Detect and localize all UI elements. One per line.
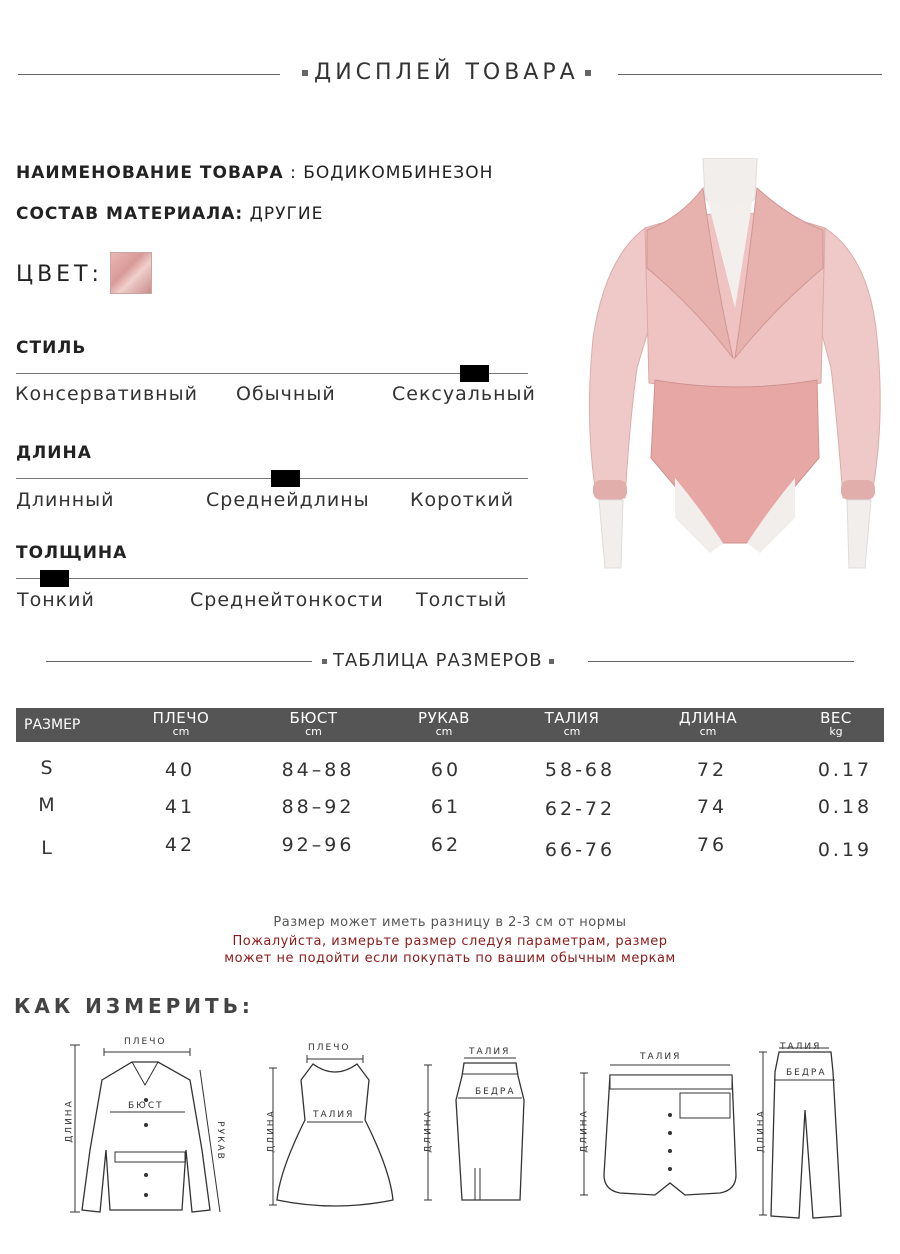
jacket-length-label: ДЛИНА bbox=[64, 1099, 75, 1143]
table-cell-length: 74 bbox=[696, 796, 728, 818]
th-shoulder bbox=[126, 708, 236, 742]
th-bust-name: БЮСТ bbox=[289, 709, 338, 727]
table-cell-waist: 66-76 bbox=[544, 839, 616, 861]
product-color-label: ЦВЕТ: bbox=[16, 262, 103, 287]
shorts-diagram bbox=[570, 1055, 745, 1205]
pants-hips-label: БЕДРА bbox=[786, 1068, 827, 1078]
skirt-diagram bbox=[420, 1050, 540, 1220]
table-cell-bust: 84–88 bbox=[281, 759, 355, 781]
length-label-medium: Среднейдлины bbox=[206, 489, 370, 511]
length-scale-marker bbox=[271, 470, 300, 487]
size-dot-right bbox=[549, 659, 554, 664]
th-waist bbox=[516, 708, 628, 742]
table-cell-sleeve: 60 bbox=[430, 759, 462, 781]
table-cell-shoulder: 41 bbox=[164, 796, 196, 818]
skirt-waist-label: ТАЛИЯ bbox=[469, 1047, 511, 1057]
thickness-scale-line bbox=[16, 578, 528, 579]
th-shoulder-unit: cm bbox=[172, 725, 190, 738]
jacket-diagram bbox=[60, 1040, 240, 1220]
table-cell-bust: 92–96 bbox=[281, 834, 355, 856]
left-hand bbox=[599, 500, 623, 568]
th-bust-unit: cm bbox=[305, 725, 322, 738]
length-label-short: Короткий bbox=[410, 489, 515, 511]
table-cell-length: 76 bbox=[696, 834, 728, 856]
size-header-line-left bbox=[46, 661, 312, 662]
right-sleeve bbox=[815, 228, 880, 498]
style-label-casual: Обычный bbox=[236, 383, 336, 405]
shorts-waist-label: ТАЛИЯ bbox=[640, 1052, 682, 1062]
th-weight-unit: kg bbox=[829, 725, 843, 738]
left-cuff bbox=[593, 480, 627, 500]
th-length bbox=[652, 708, 764, 742]
th-length-unit: cm bbox=[699, 725, 717, 738]
thickness-scale-title: ТОЛЩИНА bbox=[16, 543, 128, 563]
th-weight bbox=[786, 708, 886, 742]
page-header bbox=[296, 60, 597, 85]
page-header-title: ДИСПЛЕЙ ТОВАРА bbox=[314, 60, 579, 85]
dress-diagram bbox=[265, 1050, 405, 1220]
style-scale-title: СТИЛЬ bbox=[16, 338, 87, 358]
product-name-label: НАИМЕНОВАНИЕ ТОВАРА bbox=[16, 163, 284, 183]
jacket-bust-label: БЮСТ bbox=[128, 1101, 164, 1111]
header-dot-left bbox=[302, 70, 308, 76]
dress-waist-label: ТАЛИЯ bbox=[313, 1110, 355, 1120]
style-scale-line bbox=[16, 373, 528, 374]
right-hand bbox=[847, 500, 871, 568]
color-swatch[interactable] bbox=[110, 252, 152, 294]
jacket-sleeve-label: РУКАВ bbox=[214, 1121, 225, 1161]
table-cell-length: 72 bbox=[696, 759, 728, 781]
th-weight-name: ВЕС bbox=[820, 709, 852, 727]
style-label-sexy: Сексуальный bbox=[392, 383, 536, 405]
th-sleeve bbox=[388, 708, 500, 742]
size-header-line-right bbox=[588, 661, 854, 662]
measure-warning-1: Пожалуйста, измерьте размер следуя параметрам, размер bbox=[232, 934, 668, 949]
dress-length-label: ДЛИНА bbox=[266, 1109, 277, 1153]
th-bust bbox=[256, 708, 371, 742]
table-cell-waist: 62-72 bbox=[544, 798, 616, 820]
table-cell-shoulder: 40 bbox=[164, 759, 196, 781]
how-to-measure-title: КАК ИЗМЕРИТЬ: bbox=[14, 994, 254, 1018]
header-dot-right bbox=[585, 70, 591, 76]
product-photo bbox=[585, 158, 885, 608]
table-cell-size: S bbox=[40, 757, 56, 779]
left-sleeve bbox=[589, 228, 655, 498]
length-label-long: Длинный bbox=[16, 489, 115, 511]
table-cell-weight: 0.18 bbox=[817, 796, 873, 818]
product-name-value: : БОДИКОМБИНЕЗОН bbox=[290, 163, 494, 183]
thickness-label-thick: Толстый bbox=[416, 589, 508, 611]
th-waist-unit: cm bbox=[563, 725, 581, 738]
pants-waist-label: ТАЛИЯ bbox=[780, 1042, 822, 1052]
skirt-length-label: ДЛИНА bbox=[423, 1109, 434, 1153]
right-cuff bbox=[841, 480, 875, 500]
table-cell-shoulder: 42 bbox=[164, 834, 196, 856]
thickness-label-medium: Среднейтонкости bbox=[190, 589, 384, 611]
style-label-conservative: Консервативный bbox=[15, 383, 198, 405]
product-material bbox=[16, 204, 323, 224]
table-cell-size: M bbox=[38, 794, 58, 816]
dress-shoulder-label: ПЛЕЧО bbox=[308, 1043, 351, 1053]
table-cell-waist: 58-68 bbox=[544, 759, 616, 781]
table-cell-size: L bbox=[41, 837, 55, 859]
table-cell-sleeve: 61 bbox=[430, 796, 462, 818]
th-length-name: ДЛИНА bbox=[678, 709, 738, 727]
table-cell-bust: 88–92 bbox=[281, 796, 355, 818]
th-size: РАЗМЕР bbox=[24, 717, 81, 733]
skirt-hips-label: БЕДРА bbox=[475, 1087, 516, 1097]
measure-warning-2: может не подойти если покупать по вашим обычным меркам bbox=[224, 951, 676, 966]
size-section-header bbox=[316, 650, 560, 671]
shorts-length-label: ДЛИНА bbox=[579, 1109, 590, 1153]
product-material-value: ДРУГИЕ bbox=[249, 204, 324, 224]
header-line-right bbox=[618, 74, 882, 75]
table-cell-weight: 0.17 bbox=[817, 759, 873, 781]
thickness-label-thin: Тонкий bbox=[17, 589, 95, 611]
th-sleeve-unit: cm bbox=[435, 725, 453, 738]
thickness-scale-marker bbox=[40, 570, 69, 587]
length-scale-title: ДЛИНА bbox=[16, 443, 92, 463]
th-waist-name: ТАЛИЯ bbox=[544, 709, 600, 727]
product-material-label: СОСТАВ МАТЕРИАЛА: bbox=[16, 204, 244, 224]
size-dot-left bbox=[322, 659, 327, 664]
table-cell-weight: 0.19 bbox=[817, 839, 873, 861]
product-name bbox=[16, 163, 493, 183]
th-shoulder-name: ПЛЕЧО bbox=[152, 709, 210, 727]
size-table-header bbox=[16, 708, 884, 742]
th-sleeve-name: РУКАВ bbox=[418, 709, 470, 727]
pants-length-label: ДЛИНА bbox=[756, 1109, 767, 1153]
size-section-title: ТАБЛИЦА РАЗМЕРОВ bbox=[333, 650, 543, 671]
size-note: Размер может иметь разницу в 2-3 см от нормы bbox=[273, 915, 627, 930]
table-cell-sleeve: 62 bbox=[430, 834, 462, 856]
style-scale-marker bbox=[460, 365, 489, 382]
jacket-shoulder-label: ПЛЕЧО bbox=[124, 1037, 167, 1047]
header-line-left bbox=[18, 74, 280, 75]
